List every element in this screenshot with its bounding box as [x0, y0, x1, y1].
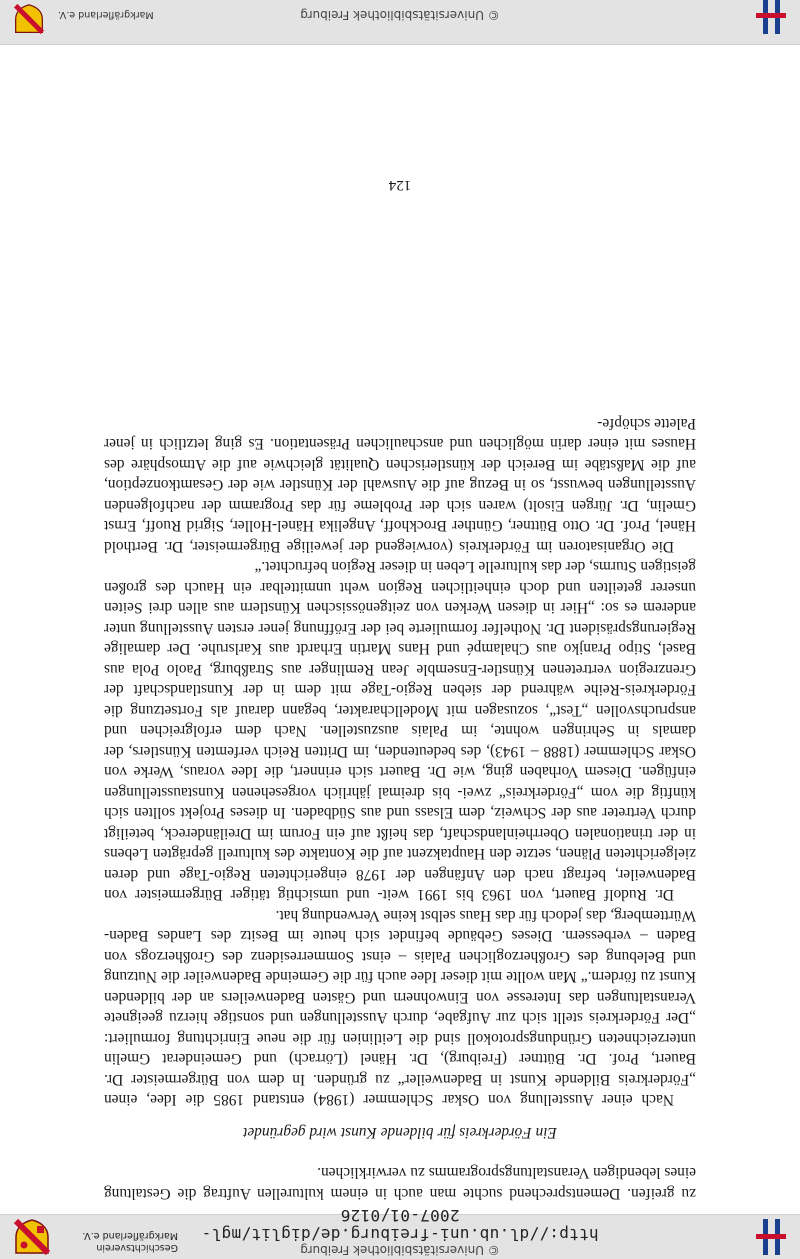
ub-freiburg-logo-icon	[746, 1219, 786, 1255]
page-number: 124	[388, 177, 412, 193]
viewer-header	[0, 1206, 800, 1259]
ub-freiburg-logo-icon	[746, 0, 786, 34]
coat-of-arms-icon	[14, 1219, 50, 1255]
intro-paragraph: zu greifen. Dementsprechend suchte man auch in einem kulturellen Auftrag die Gestaltung eines lebendigen Veranstaltungsprogramms zu verwirklichen.	[104, 1164, 696, 1202]
copyright-notice: © Universitätsbibliothek Freiburg	[300, 1243, 500, 1257]
coat-of-arms-icon	[14, 4, 44, 34]
body-paragraph: Nach einer Ausstellung von Oskar Schlemmer (1984) entstand 1985 die Idee, einen „Förderkreis Bildende Kunst in Badenweiler“ zu gründen. In dem von Bürgermeister Dr. Bauert, Prof. Dr. Büttner (Freiburg), Dr. Hänel (Lörrach) und Gemeinderat Gmelin unterzeichneten Gründungsprotokoll sind die Leitlinien für die neue Einrichtung formuliert: „Der Förderkreis stellt sich zur Aufgabe, durch Ausstellungen und sonstige hierzu geeignete Veranstaltungen das Interesse von Einwohnern und Gästen Badenweilers an der bildenden Kunst zu fördern.“ Man wollte mit dieser Idee auch für die Gemeinde Badenweiler die Nutzung und Belebung des Großherzoglichen Palais – einst Sommerresidenz des Großherzogs von Baden – verbessern. Dieses Gebäude befindet sich heute im Besitz des Landes Baden-Württemberg, das jedoch für das Haus selbst keine Verwendung hat.	[104, 907, 696, 1109]
footer-copyright: © Universitätsbibliothek Freiburg	[300, 8, 500, 22]
body-paragraph: Dr. Rudolf Bauert, von 1963 bis 1991 weit- und umsichtig tätiger Bürgermeister von Badenweiler, befragt nach den Anfängen der 1978 eingerichteten Regio-Tage und deren zielgerichteten Plänen, setzte den Hauptakzent auf die Kontakte des kulturell geprägten Lebens in der trinationalen Oberrheinlandschaft, das heißt auf ein Forum im Dreiländereck, beteiligt durch Vertreter aus der Schweiz, dem Elsass und aus Südbaden. In dieses Projekt sollten sich künftig die vom „Förderkreis“ zwei- bis dreimal jährlich vorgesehenen Kunstausstellungen einfügen. Diesem Vorhaben ging, wie Dr. Bauert sich erinnert, die Idee voraus, Werke von Oskar Schlemmer (1888 – 1943), des bedeutenden, im Dritten Reich verfemten Künstlers, der damals in Sehringen wohnte, im Palais auszustellen. Nach dem erfolgreichen und anspruchsvollen „Test“, sozusagen mit Modellcharakter, begann darauf als Fortsetzung die Förderkreis-Reihe während der sieben Regio-Tage mit dem in der Kunstlandschaft der Grenzregion vertretenen Künstler-Ensemble Jean Remlinger aus Straßburg, Paolo Pola aus Basel, Stipo Pranjko aus Chalampé und Hans Martin Erhardt aus Karlsruhe. Der damalige Regierungspräsident Dr. Nothelfer formulierte bei der Eröffnung jener ersten Ausstellung unter anderem es so: „Hier in diesen Werken von zeitgenössischen Künstlern aus allen drei Seiten unserer geteilten und doch einheitlichen Region weht unmittelbar ein Hauch des großen geistigen Sturms, der das kulturelle Leben in dieser Region befruchtet.“	[104, 558, 696, 904]
organization-line-1: Geschichtsverein	[96, 1242, 178, 1253]
document-body	[104, 413, 696, 1204]
document-url[interactable]: http://dl.ub.uni-freiburg.de/diglit/mgl-2007-01/0126	[201, 1206, 599, 1244]
viewer-footer	[0, 0, 800, 45]
footer-organization: Markgräflerland e.V.	[58, 9, 154, 20]
organization-line-2: Markgräflerland e.V.	[82, 1230, 178, 1241]
section-heading: Ein Förderkreis für bildende Kunst wird gegründet	[243, 1124, 557, 1141]
body-paragraph: Die Organisatoren im Förderkreis (vorwiegend der jeweilige Bürgermeister, Dr. Berthold Hänel, Prof. Dr. Otto Büttner, Günther Brockhoff, Angelika Hänel-Holler, Sigrid Ruoff, Ernst Gmelin, Dr. Jürgen Eisolt) waren sich der Probleme für das Programm der nachfolgenden Ausstellungen bewusst, so in Bezug auf die Auswahl der Künstler wie der Gesamtkonzeption, auf die Maßstäbe im Bereich der künstlerischen Qualität gleichwie auf die Atmosphäre des Hauses mit einer darin möglichen und anschaulichen Präsentation. Es ging letztlich in jener Palette schöpfe-	[104, 415, 696, 555]
organization-name	[58, 1229, 178, 1253]
